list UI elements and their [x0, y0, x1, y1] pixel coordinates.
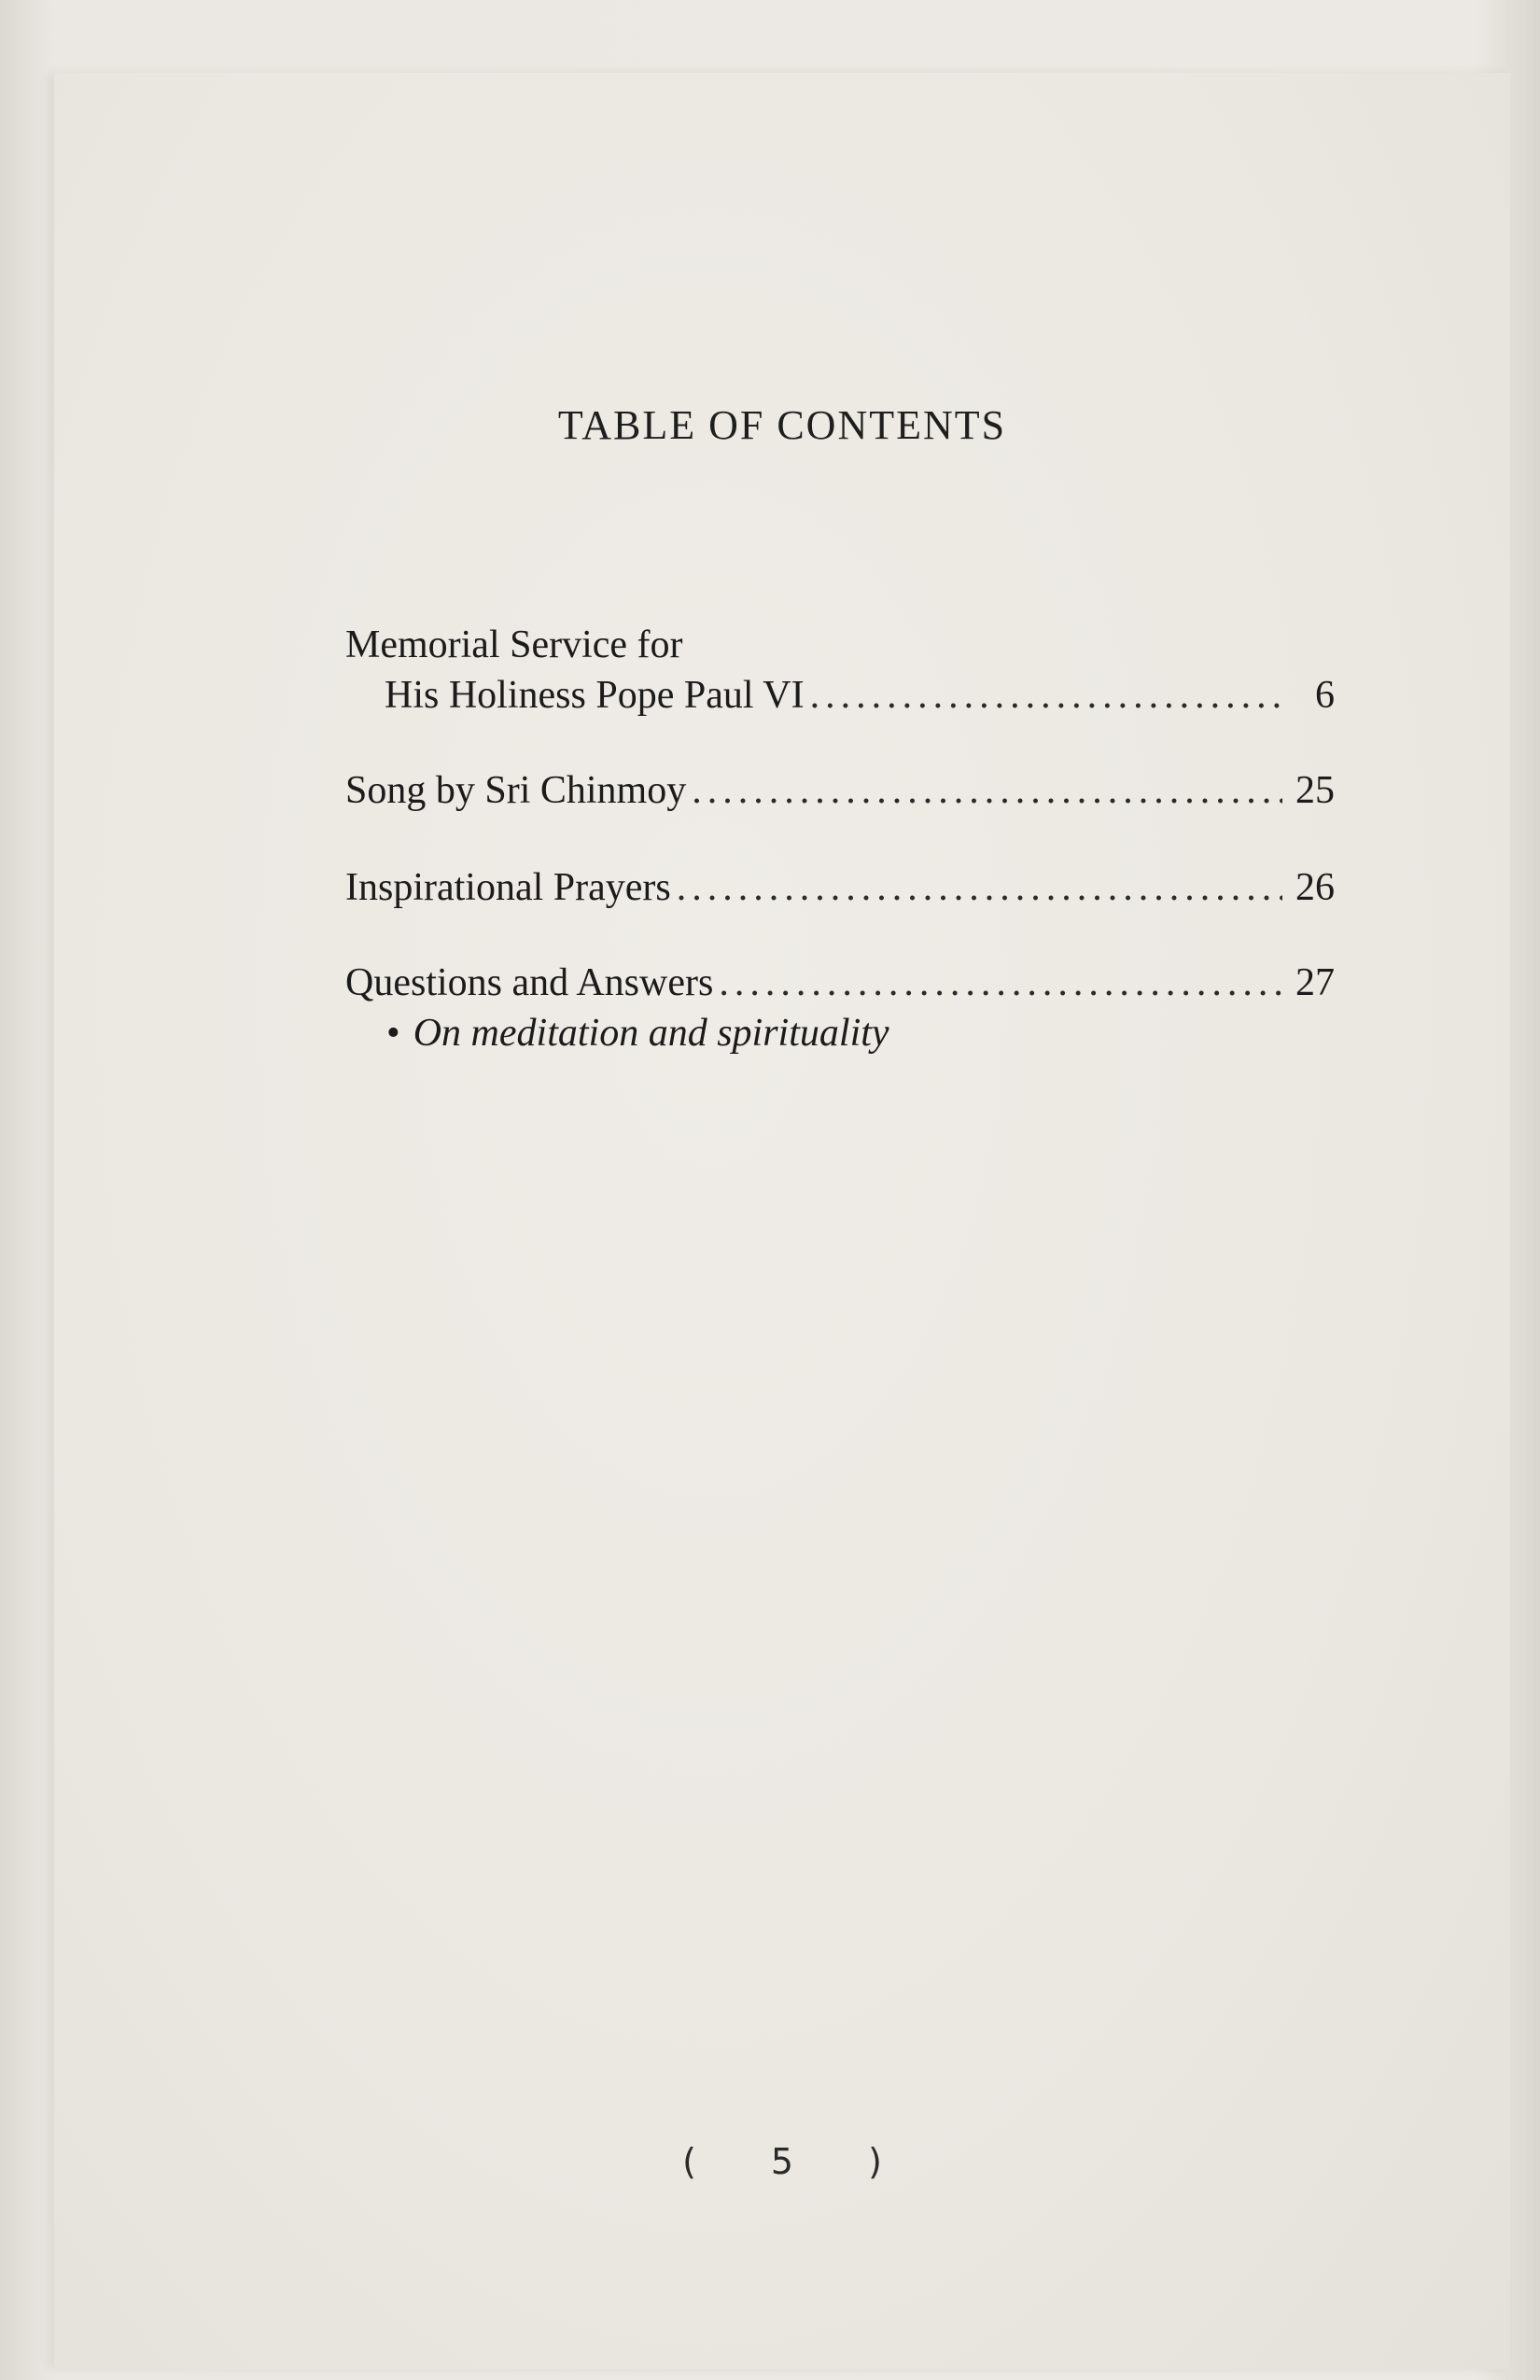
table-of-contents — [345, 620, 1335, 1058]
page-title: TABLE OF CONTENTS — [557, 402, 1007, 448]
folio-close-paren: ) — [868, 2141, 882, 2182]
toc-entry-line — [345, 620, 1335, 670]
toc-entry-song[interactable] — [345, 765, 1335, 816]
bullet-icon: • — [386, 1012, 400, 1055]
toc-entry-title: Memorial Service for — [345, 623, 683, 666]
folio-page-number: 5 — [770, 2141, 794, 2182]
toc-entry-prayers[interactable] — [345, 862, 1335, 913]
toc-entry-line — [345, 958, 1335, 1008]
toc-entry-title: Song by Sri Chinmoy — [345, 769, 687, 812]
folio-open-paren: ( — [682, 2141, 696, 2182]
toc-entry-title: Questions and Answers — [345, 961, 714, 1004]
dot-leader — [692, 765, 1282, 816]
toc-entry-title: Inspirational Prayers — [345, 866, 671, 909]
toc-page-number: 25 — [1295, 769, 1335, 812]
toc-subentry-text: On meditation and spirituality — [413, 1012, 889, 1055]
toc-page-number: 6 — [1315, 674, 1335, 717]
toc-subentry — [345, 1008, 1335, 1058]
toc-page-number: 26 — [1295, 866, 1335, 909]
toc-entry-memorial-service[interactable] — [345, 620, 1335, 721]
toc-entry-questions[interactable] — [345, 958, 1335, 1058]
dot-leader — [719, 958, 1282, 1008]
toc-page-number: 27 — [1295, 961, 1335, 1004]
toc-entry-title-continued: His Holiness Pope Paul VI — [385, 674, 805, 717]
dot-leader — [810, 670, 1282, 721]
dot-leader — [677, 862, 1282, 913]
toc-entry-line — [345, 862, 1335, 913]
toc-entry-line — [345, 670, 1335, 721]
toc-entry-line — [345, 765, 1335, 816]
book-page — [54, 73, 1510, 2369]
page-folio — [54, 2141, 1510, 2182]
